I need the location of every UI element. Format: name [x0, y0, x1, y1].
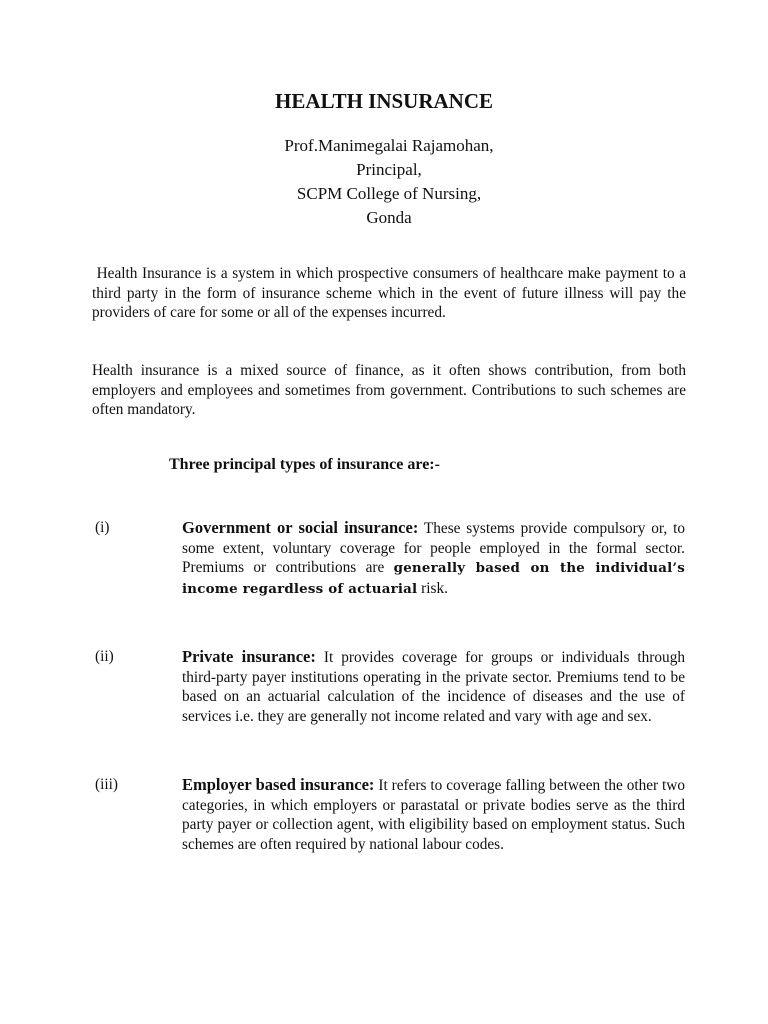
page-title: HEALTH INSURANCE — [274, 89, 494, 113]
author-location: Gonda — [366, 208, 412, 227]
item-body — [182, 647, 685, 726]
item-number: (iii) — [95, 776, 118, 793]
item-text: It provides coverage for groups or individuals through third-party payer institutions operating in the private sector. Premiums tend to be based on an actuarial calculation of the incidence of diseases and the use of services i.e. they are generally not income related and vary with age and sex. — [182, 649, 685, 725]
author-name: Prof.Manimegalai Rajamohan, — [284, 136, 494, 155]
item-body — [182, 775, 685, 854]
types-subheading: Three principal types of insurance are:- — [169, 456, 440, 473]
item-number: (ii) — [95, 648, 114, 665]
item-heading: Employer based insurance: — [182, 775, 375, 794]
item-number: (i) — [95, 519, 110, 536]
item-text: It refers to coverage falling between the other two categories, in which employers or parastatal or private bodies serve as the third party payer or collection agent, with eligibility based on employment status. Such schemes are often required by national labour codes. — [182, 777, 685, 853]
item-heading: Government or social insurance: — [182, 518, 419, 537]
intro-paragraph-text: Health Insurance is a system in which prospective consumers of healthcare make payment to a third party in the form of insurance scheme which in the event of future illness will pay the providers of care for some or all of the expenses incurred. — [92, 265, 686, 321]
item-text: These systems provide compulsory or, to some extent, voluntary coverage for people employed in the formal sector. Premiums or contributions are — [182, 520, 685, 576]
item-body — [182, 518, 685, 599]
intro-paragraph — [92, 264, 686, 323]
item-heading: Private insurance: — [182, 647, 316, 666]
item-tail: risk. — [421, 579, 448, 597]
author-position: Principal, — [356, 160, 422, 179]
item-emphasis: generally based on the individual’s income regardless of actuarial — [182, 560, 685, 597]
author-institution: SCPM College of Nursing, — [296, 184, 482, 203]
author-block — [0, 134, 768, 230]
finance-paragraph: Health insurance is a mixed source of finance, as it often shows contribution, from both employers and employees and sometimes from government. Contributions to such schemes are often mandatory. — [92, 362, 686, 418]
